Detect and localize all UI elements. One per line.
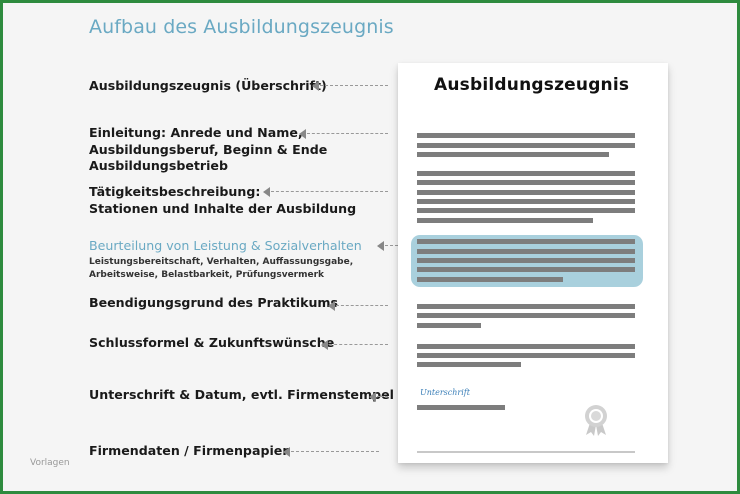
label-ueberschrift: Ausbildungszeugnis (Überschrift) [89,78,327,93]
text-line [417,133,635,138]
text-line [417,313,635,318]
text-line [417,344,635,349]
seal-badge-icon [582,403,610,437]
text-line [417,171,635,176]
label-unterschrift: Unterschrift & Datum, evtl. Firmenstempel [89,387,394,402]
label-einleitung-line-1: Einleitung: Anrede und Name, [89,125,303,140]
page-title: Aufbau des Ausbildungszeugnis [89,16,394,38]
text-line [417,323,481,328]
text-line [417,353,635,358]
text-line [417,362,521,367]
label-firmendaten: Firmendaten / Firmenpapier [89,443,289,458]
label-schlussformel: Schlussformel & Zukunftswünsche [89,335,335,350]
label-beurteilung-details [89,256,353,281]
text-line [417,199,635,204]
arrow-left-dashed-icon [263,187,388,197]
text-line [417,190,635,195]
text-line [417,180,635,185]
text-line [417,267,635,272]
text-line [417,239,635,244]
text-line [417,277,563,282]
signature-line [417,405,505,410]
label-beurteilung: Beurteilung von Leistung & Sozialverhalten [89,238,362,253]
label-taetigkeit-line-2: Stationen und Inhalte der Ausbildung [89,200,357,216]
arrow-left-dashed-icon [369,392,388,402]
label-einleitung [89,125,327,175]
text-line [417,208,635,213]
text-line [417,152,609,157]
text-line [417,258,635,263]
arrow-left-dashed-icon [321,340,388,350]
label-beurteilung-detail-2: Arbeitsweise, Belastbarkeit, Prüfungsvermerk [89,269,325,280]
arrow-left-dashed-icon [299,129,388,139]
label-beurteilung-detail-1: Leistungsbereitschaft, Verhalten, Auffassungsgabe, [89,257,354,267]
text-line [417,249,635,254]
label-einleitung-line-2: Ausbildungsberuf, Beginn & Ende [89,141,328,157]
text-line [417,304,635,309]
certificate-document [398,63,668,463]
arrow-left-dashed-icon [312,81,388,91]
document-title: Ausbildungszeugnis [434,75,630,95]
text-line [417,143,635,148]
arrow-left-dashed-icon [328,301,388,311]
watermark-text: Vorlagen [30,458,70,468]
label-beendigungsgrund: Beendigungsgrund des Praktikums [89,295,339,310]
label-taetigkeit-line-1: Tätigkeitsbeschreibung: [89,184,261,199]
label-einleitung-line-3: Ausbildungsbetrieb [89,158,228,173]
arrow-left-dashed-icon [283,447,379,457]
footer-line [417,451,635,453]
text-line [417,218,593,223]
content-panel [3,3,737,491]
signature: Unterschrift [420,388,470,397]
